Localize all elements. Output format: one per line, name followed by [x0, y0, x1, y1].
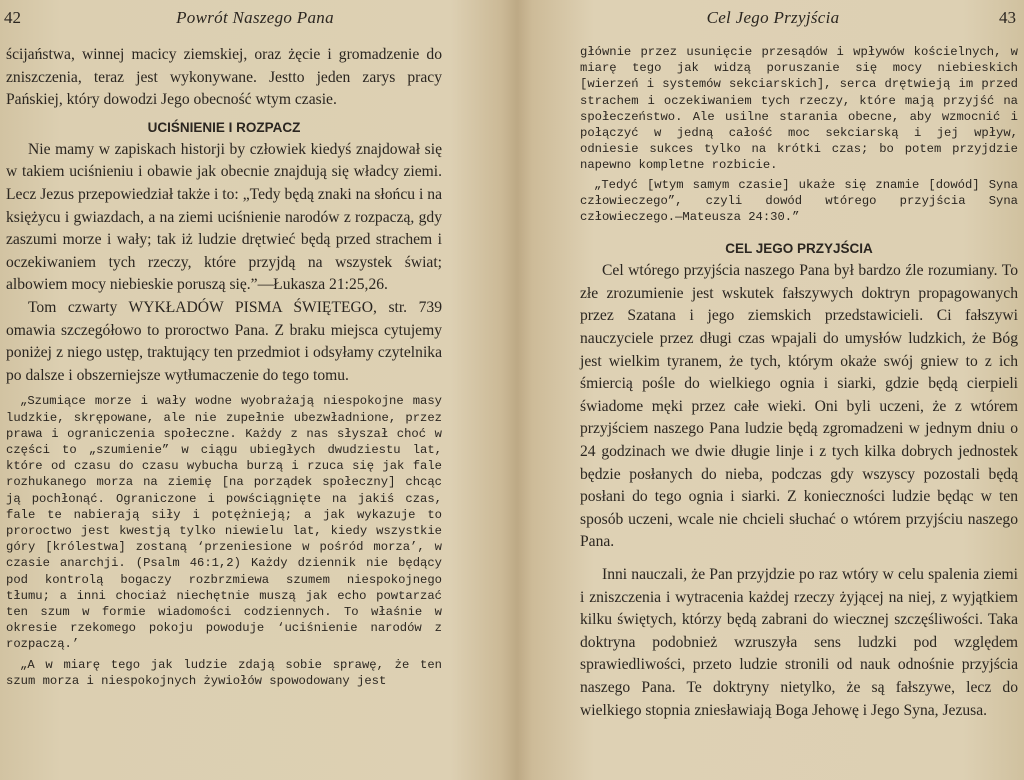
left-page — [0, 0, 510, 780]
right-quote-scripture: „Tedyć [wtym samym czasie] ukaże się znamie [dowód] Syna człowieczego”, czyli dowód wtórego przyjścia Syna człowieczego.—Mateusza 24:30.” — [580, 177, 1018, 225]
left-page-body — [6, 44, 442, 689]
right-page-header — [522, 8, 1024, 34]
left-quote-1: „Szumiące morze i wały wodne wyobrażają niespokojne masy ludzkie, skrępowane, ale nie zupełnie ubezwładnione, przez prawa i ograniczenia społeczne. Każdy z nas słyszał choć w części to „szumienie” w ciągu ubiegłych dwudziestu lat, które od czasu do czasu wybucha burzą i rzuca się jak fale rozhukanego morza na ziemię [na porządek społeczny] chcąc ją pochłonąć. Ograniczone i powściągnięte na jakiś czas, fale te nabierają siły i potężnieją; a jak wykazuje to proroctwo jest kwestją tylko niewielu lat, kiedy wszystkie góry [królestwa] zostaną ‘przeniesione w pośród morza’, w czasie anarchji. (Psalm 46:1,2) Każdy dziennik nie będący pod kontrolą bogaczy rozbrzmiewa szumem niespokojnego tłumu; a inni chociaż niechętnie muszą jak echo powtarzać ten szum w formie wiadomości codziennych. To właśnie w okresie rzekomego pokoju powoduje ‘uciśnienie narodów z rozpaczą.’ — [6, 394, 442, 652]
section-heading-cel: CEL JEGO PRZYJŚCIA — [725, 241, 873, 257]
right-page — [522, 0, 1024, 780]
left-paragraph-2: Tom czwarty WYKŁADÓW PISMA ŚWIĘTEGO, str. 739 omawia szczegółowo to proroctwo Pana. Z braku miejsca cytujemy poniżej z niego ustęp, traktujący ten przedmiot i odsyłamy czytelnika po dalsze i obszerniejsze wytłumaczenie do tego tomu. — [6, 298, 442, 384]
section-heading-ucisnienie: UCIŚNIENIE I ROZPACZ — [147, 119, 301, 135]
right-paragraph-1: Cel wtórego przyjścia naszego Pana był bardzo źle rozumiany. To złe zrozumienie jest wskutek fałszywych doktryn propagowanych przez Szatana i jego ziemskich przedstawicieli. Ci fałszywi nauczyciele przez długi czas wpajali do umysłów ludzkich, że Bóg jest wielkim tyranem, że tych, którym okaże swój gniew to z ich śmiercią pośle do wielkiego ognia i siarki, gdzie będą cierpieli świadome męki przez całe wieki. Oni byli uczeni, że z wtórem przyjściem naszego Pana ludzie będą zgromadzeni w jednym dniu o 24 godzinach we dwie długie linje i z tych kilka dobrych jednostek będzie posłanych do nieba, podczas gdy wszyscy pozostali będą posłani do tego ognia i siarki. Z konieczności ludzie będąc w ten sposób uczeni, wcale nie chcieli słuchać o wtórem przyjściu naszego Pana. — [580, 262, 1018, 551]
left-page-header — [0, 8, 510, 34]
right-page-number: 43 — [999, 8, 1016, 27]
left-quote-2: „A w miarę tego jak ludzie zdają sobie sprawę, że ten szum morza i niespokojnych żywiołów spowodowany jest — [6, 657, 442, 688]
right-paragraph-2: Inni nauczali, że Pan przyjdzie po raz wtóry w celu spalenia ziemi i zniszczenia i wytracenia każdej rzeczy żyjącej na niej, z wyjątkiem kilku świętych, którzy będą zabrani do wiecznej szczęśliwości. Taka doktryna podobnież wzruszyła sens ludzki pod względem sprawiedliwości, przeto ludzie stronili od nauk odnośnie przyjścia naszego Pana. Te doktryny nietylko, że są fałszywe, lecz do wielkiego stopnia zniesławiają Boga Jehowę i Jego Syna, Jezusa. — [580, 565, 1018, 719]
right-running-title: Cel Jego Przyjścia — [706, 8, 840, 27]
right-quote-continued: głównie przez usunięcie przesądów i wpływów kościelnych, w miarę tego jak widzą poruszanie się mocy niebieskich [wierzeń i systemów sekciarskich], serca drętwieją im przed strachem i oczekiwaniem tych rzeczy, które mają przyjść na społeczeństwo. Ale usilne starania obecne, aby wzmocnić i połączyć w jedną całość moc sekciarską i jej wpływ, odniesie sukces tylko na krótki czas; bo potem przyjdzie napewno kompletne rozbicie. — [580, 45, 1018, 173]
left-paragraph-1: Nie mamy w zapiskach historji by człowiek kiedyś znajdował się w takiem uciśnieniu i obawie jak obecnie znajdują się władcy ziemi. Lecz Jezus przepowiedział także i to: „Tedy będą znaki na słońcu i na księżycu i gwiazdach, a na ziemi uciśnienie narodów z rozpaczą, gdy zaszumi morze i wały; tak iż ludzie drętwieć będą przed strachem i oczekiwaniem tych rzeczy, które przyjdą na wszystek świat; albowiem mocy niebieskie poruszą się.”—Łukasza 21:25,26. — [6, 140, 442, 294]
right-page-body — [580, 44, 1018, 722]
left-opening-paragraph: ścijaństwa, winnej macicy ziemskiej, oraz żęcie i gromadzenie do zniszczenia, teraz jest wykonywane. Jestto jeden zarys pracy Pańskiej, który dowodzi Jego obecność wtym czasie. — [6, 46, 442, 109]
left-running-title: Powrót Naszego Pana — [176, 8, 334, 27]
left-page-number: 42 — [4, 8, 21, 27]
